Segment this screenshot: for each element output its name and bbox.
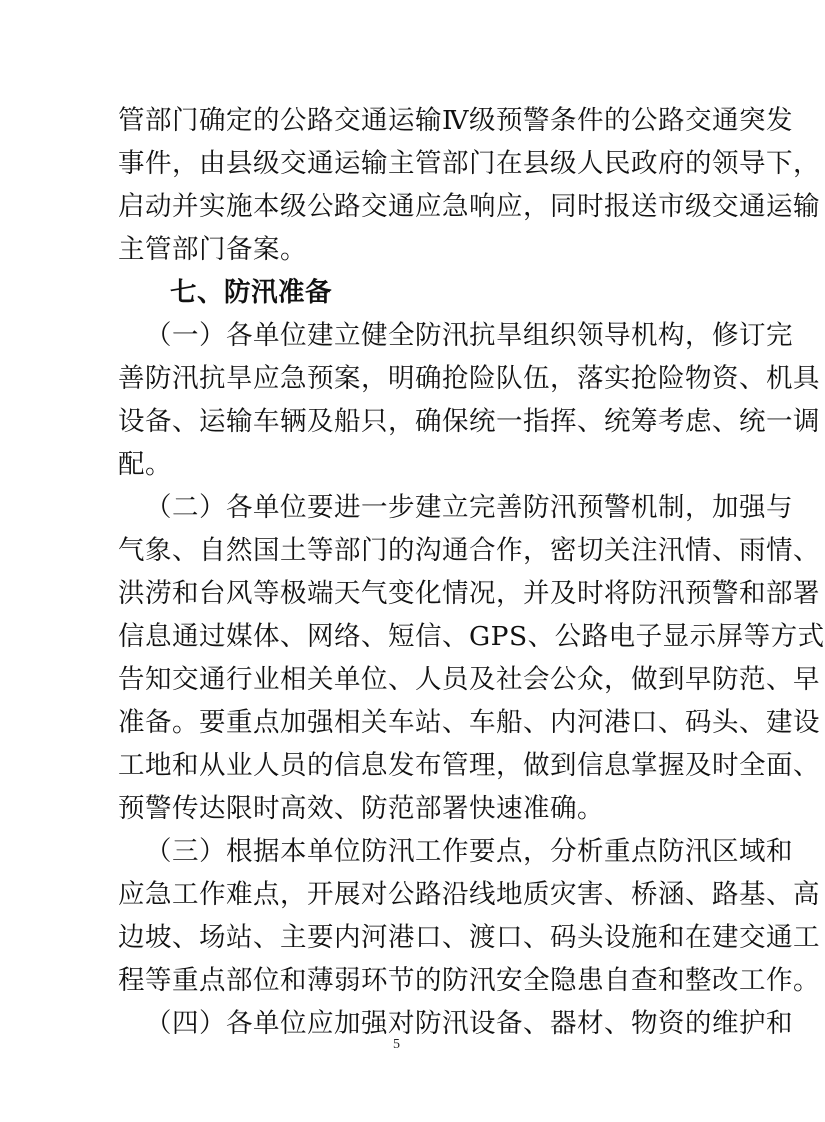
text-line: 信息通过媒体、网络、短信、GPS、公路电子显示屏等方式 bbox=[118, 621, 825, 652]
text-line: 事件，由县级交通运输主管部门在县级人民政府的领导下， bbox=[118, 148, 820, 179]
section-heading: 七、防汛准备 bbox=[170, 277, 332, 308]
text-line: 预警传达限时高效、防范部署快速准确。 bbox=[118, 793, 604, 824]
paragraph-first-line: （三）根据本单位防汛工作要点，分析重点防汛区域和 bbox=[145, 836, 793, 867]
text-line: 告知交通行业相关单位、人员及社会公众，做到早防范、早 bbox=[118, 664, 820, 695]
text-line: 程等重点部位和薄弱环节的防汛安全隐患自查和整改工作。 bbox=[118, 965, 820, 996]
text-line: 管部门确定的公路交通运输Ⅳ级预警条件的公路交通突发 bbox=[118, 105, 793, 136]
text-line: 准备。要重点加强相关车站、车船、内河港口、码头、建设 bbox=[118, 707, 820, 738]
paragraph-first-line: （二）各单位要进一步建立完善防汛预警机制，加强与 bbox=[145, 492, 793, 523]
paragraph-first-line: （四）各单位应加强对防汛设备、器材、物资的维护和 bbox=[145, 1008, 793, 1039]
text-line: 配。 bbox=[118, 449, 172, 480]
page-number: 5 bbox=[393, 1037, 400, 1052]
text-line: 气象、自然国土等部门的沟通合作，密切关注汛情、雨情、 bbox=[118, 535, 820, 566]
text-line: 启动并实施本级公路交通应急响应，同时报送市级交通运输 bbox=[118, 191, 820, 222]
text-line: 设备、运输车辆及船只，确保统一指挥、统筹考虑、统一调 bbox=[118, 406, 820, 437]
text-line: 主管部门备案。 bbox=[118, 234, 307, 265]
text-line: 善防汛抗旱应急预案，明确抢险队伍，落实抢险物资、机具 bbox=[118, 363, 820, 394]
text-line: 洪涝和台风等极端天气变化情况，并及时将防汛预警和部署 bbox=[118, 578, 820, 609]
text-line: 应急工作难点，开展对公路沿线地质灾害、桥涵、路基、高 bbox=[118, 879, 820, 910]
paragraph-first-line: （一）各单位建立健全防汛抗旱组织领导机构，修订完 bbox=[145, 320, 793, 351]
text-line: 工地和从业人员的信息发布管理，做到信息掌握及时全面、 bbox=[118, 750, 820, 781]
text-line: 边坡、场站、主要内河港口、渡口、码头设施和在建交通工 bbox=[118, 922, 820, 953]
